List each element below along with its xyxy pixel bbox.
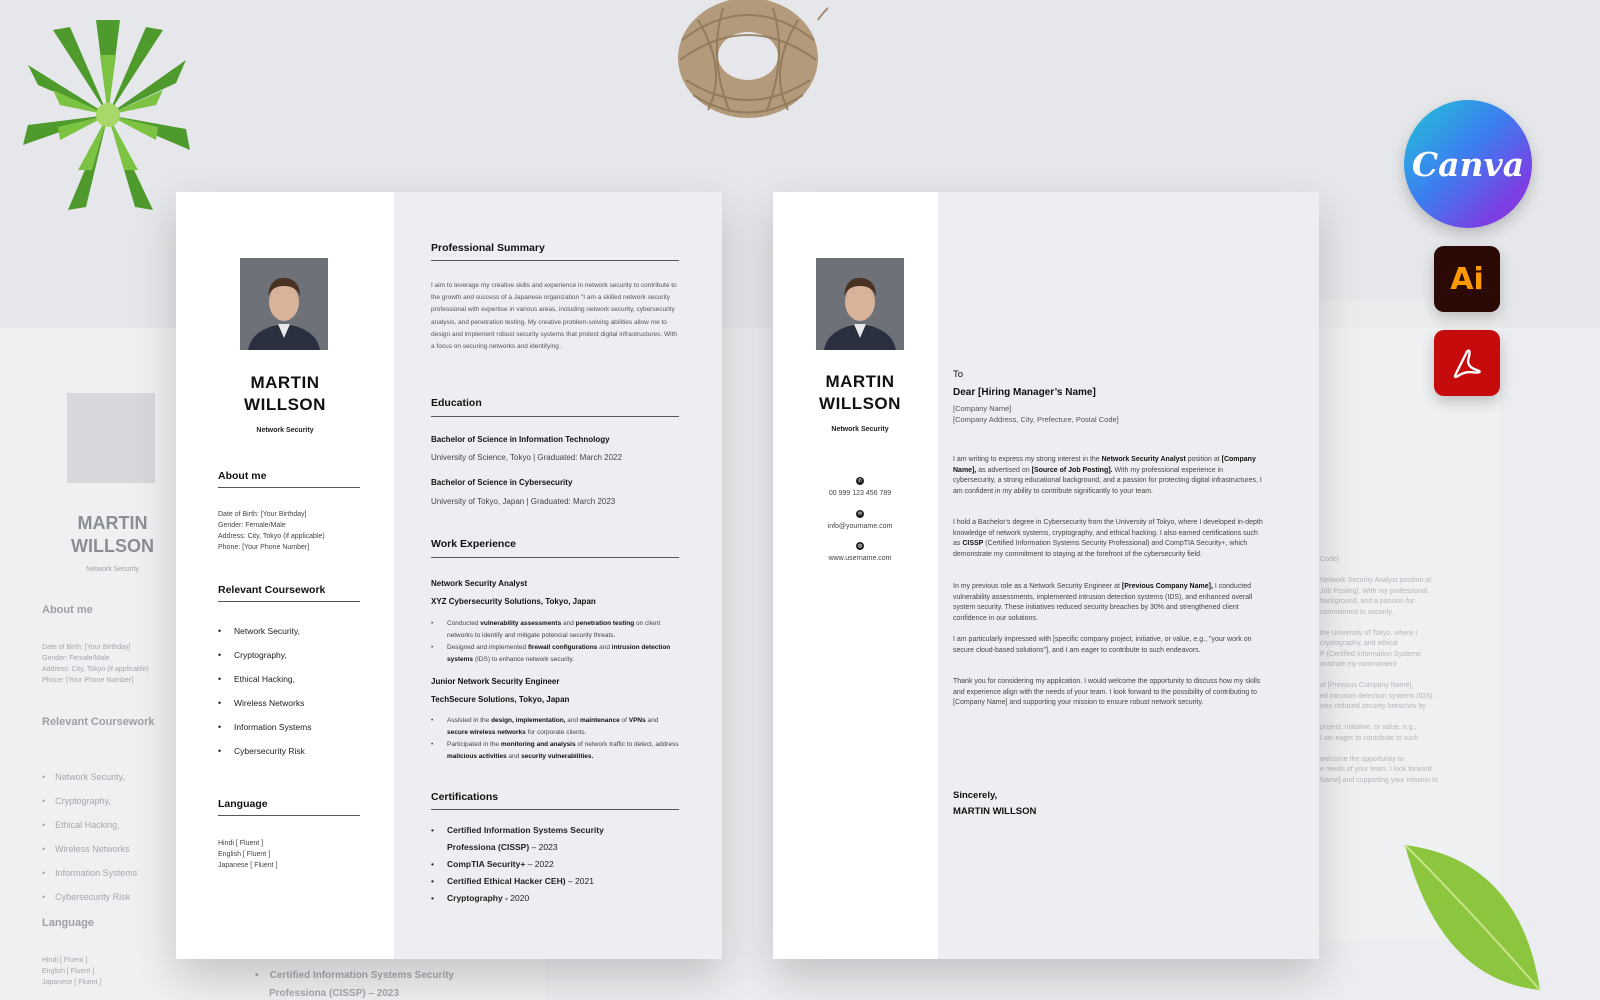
canva-logo-icon: Canva xyxy=(1404,100,1532,228)
contact-phone: 00 999 123 456 789 xyxy=(828,490,892,497)
language-heading: Language xyxy=(218,798,268,810)
ghost-about-lines: Date of Birth: [Your Birthday] Gender: Female/Male Address: City, Tokyo (if applicable) Phone: [Your Phone Number] xyxy=(42,644,149,684)
experience-heading: Work Experience xyxy=(431,538,517,550)
ghost-name: MARTIN WILLSON xyxy=(71,513,154,556)
letter-recipient: [Company Name] [Company Address, City, Prefecture, Postal Code] xyxy=(953,404,1119,424)
profile-photo xyxy=(816,258,904,350)
list-item: • Wireless Networks xyxy=(218,691,311,715)
job-company: XYZ Cybersecurity Solutions, Tokyo, Japan xyxy=(431,597,596,606)
job-bullets: • Assisted in the design, implementation, and maintenance of VPNs and secure wireless networks for corporate clients. • Participated in the monitoring and analysis of network traffic to detect, address malicious activities and security vulnerabilities. xyxy=(431,717,679,760)
twine-ball-image xyxy=(668,0,828,128)
degree-detail: University of Tokyo, Japan | Graduated: March 2023 xyxy=(431,497,616,506)
ghost-coursework-list: • Network Security, • Cryptography, • Ethical Hacking, • Wireless Networks • Information Systems • Cybersecurity Risk xyxy=(42,772,138,902)
education-heading: Education xyxy=(431,397,482,409)
degree-detail: University of Science, Tokyo | Graduated: March 2022 xyxy=(431,453,622,462)
list-item: • Ethical Hacking, xyxy=(218,667,311,691)
ghost-language-heading: Language xyxy=(42,917,94,929)
coursework-divider xyxy=(218,601,360,602)
list-item: • Cryptography - 2020 xyxy=(431,890,631,907)
letter-paragraph: In my previous role as a Network Security Engineer at [Previous Company Name], I conducted vulnerability assessments, implemented intrusion detection systems (IDS), and enhanced overall system security. These initiatives reduced security breaches by 30% and strengthened client confidence in our solutions. xyxy=(953,583,1253,622)
letter-paragraph: I am writing to express my strong interest in the Network Security Analyst position at [Company Name], as advertised on [Source of Job Posting]. With my professional experience in cybersecurity, a strong educational background, and a passion for protecting digital infrastructures, I am confident in my ability to contribute significantly to your team. xyxy=(953,456,1262,495)
summary-heading: Professional Summary xyxy=(431,242,545,254)
ghost-role: Network Security xyxy=(86,566,139,573)
letter-to: To xyxy=(953,369,964,380)
ghost-about-heading: About me xyxy=(42,604,93,616)
letter-paragraph: I am particularly impressed with [specific company project, initiative, or value, e.g., "your work on secure cloud-based solutions"], and I am eager to contribute to such endeavors. xyxy=(953,636,1252,654)
coursework-list xyxy=(218,619,311,763)
contact-website: www.username.com xyxy=(828,555,892,562)
list-item: • Certified Information Systems Security Professiona (CISSP) – 2023 xyxy=(431,822,631,856)
resume-page xyxy=(176,192,722,959)
summary-divider xyxy=(431,260,679,261)
profile-photo xyxy=(240,258,328,350)
degree-title: Bachelor of Science in Cybersecurity xyxy=(431,478,573,487)
green-leaf-image xyxy=(1400,840,1560,1000)
ghost-language-lines: Hindi [ Fluent ] English [ Fluent ] Japanese [ Fluent ] xyxy=(42,957,102,986)
phone-icon: ✆ xyxy=(857,478,863,484)
letter-main-column xyxy=(938,192,1319,959)
education-divider xyxy=(431,416,679,417)
resume-role: Network Security xyxy=(256,427,314,434)
job-title: Network Security Analyst xyxy=(431,579,528,588)
about-details: Date of Birth: [Your Birthday] Gender: Female/Male Address: City, Tokyo (if applicable) Phone: [Your Phone Number] xyxy=(218,511,325,551)
about-heading: About me xyxy=(218,470,267,482)
letter-salutation: Dear [Hiring Manager’s Name] xyxy=(953,387,1096,398)
resume-name: MARTIN WILLSON xyxy=(244,373,326,414)
contact-email: info@yourname.com xyxy=(827,523,893,530)
cover-letter-page xyxy=(773,192,1319,959)
job-title: Junior Network Security Engineer xyxy=(431,677,560,686)
letter-signoff: Sincerely, MARTIN WILLSON xyxy=(953,790,1037,817)
certifications-list xyxy=(431,822,631,907)
list-item: • Certified Ethical Hacker CEH) – 2021 xyxy=(431,873,631,890)
succulent-plant-image xyxy=(20,15,190,220)
job-company: TechSecure Solutions, Tokyo, Japan xyxy=(431,695,570,704)
experience-divider xyxy=(431,557,679,558)
coursework-heading: Relevant Coursework xyxy=(218,584,326,596)
letter-role: Network Security xyxy=(831,426,889,433)
letter-paragraph: Thank you for considering my application. I would welcome the opportunity to discuss how my skills and experience align with the needs of your team. I look forward to the possibility of contributing to [Company Name] and supporting your mission to ensure robust network security. xyxy=(953,678,1261,707)
ghost-certification: • Certified Information Systems Security Professiona (CISSP) – 2023 xyxy=(255,970,455,999)
list-item: • Information Systems xyxy=(218,715,311,739)
certifications-heading: Certifications xyxy=(431,791,499,803)
mail-icon: ✉ xyxy=(857,511,863,517)
ghost-photo xyxy=(67,393,155,483)
list-item: • Network Security, xyxy=(218,619,311,643)
ghost-coursework-heading: Relevant Coursework xyxy=(42,716,155,728)
letter-name: MARTIN WILLSON xyxy=(819,372,901,413)
ghost-letter-text: Code] Network Security Analyst position at Job Posting]. With my professional background, and a passion for commitment to security. the University of Tokyo, where I cryptography, and ethical P (Certified Information Systems onstrate my commitment of [Previous Company Name], ed intrusion detection systems (IDS). ives reduced security breaches by project, initiative, or value, e.g., I am eager to contribute to such welcome the opportunity to e needs of your team. I look forward Name] and supporting your mission to xyxy=(1320,556,1438,784)
list-item: • Cryptography, xyxy=(218,643,311,667)
language-list: Hindi [ Fluent ] English [ Fluent ] Japanese [ Fluent ] xyxy=(218,840,278,869)
degree-title: Bachelor of Science in Information Technology xyxy=(431,435,610,444)
adobe-illustrator-icon: Ai xyxy=(1434,246,1500,312)
certifications-divider xyxy=(431,809,679,810)
about-divider xyxy=(218,487,360,488)
job-bullets: • Conducted vulnerability assessments and penetration testing on client networks to identify and mitigate potencial security threats. • Designed and implemented firewall configurations and intrusion detection systems (IDS) to enhance network security. xyxy=(431,620,671,663)
adobe-acrobat-pdf-icon xyxy=(1434,330,1500,396)
letter-paragraph: I hold a Bachelor's degree in Cybersecurity from the University of Tokyo, where I developed in-depth knowledge of network systems, cryptography, and ethical hacking. I also earned certifications such as CISSP (Certified Information Systems Security Professional) and CompTIA Security+, which demonstrate my commitment to staying at the forefront of the cybersecurity field. xyxy=(953,519,1263,558)
globe-icon: ◍ xyxy=(857,543,863,549)
list-item: • CompTIA Security+ – 2022 xyxy=(431,856,631,873)
language-divider xyxy=(218,815,360,816)
list-item: • Cybersecurity Risk xyxy=(218,739,311,763)
summary-text: I aim to leverage my creative skills and experience in network security to contribute to the growth and success of a Japanese organization "I am a skilled network security professional with expertise in various areas, including network security, cybersecurity analysis, and penetration testing. My creative problem-solving abilities allow me to design and implement robust security systems that protect digital infrastructures. With a focus on securing networks and identifying . xyxy=(431,282,678,351)
